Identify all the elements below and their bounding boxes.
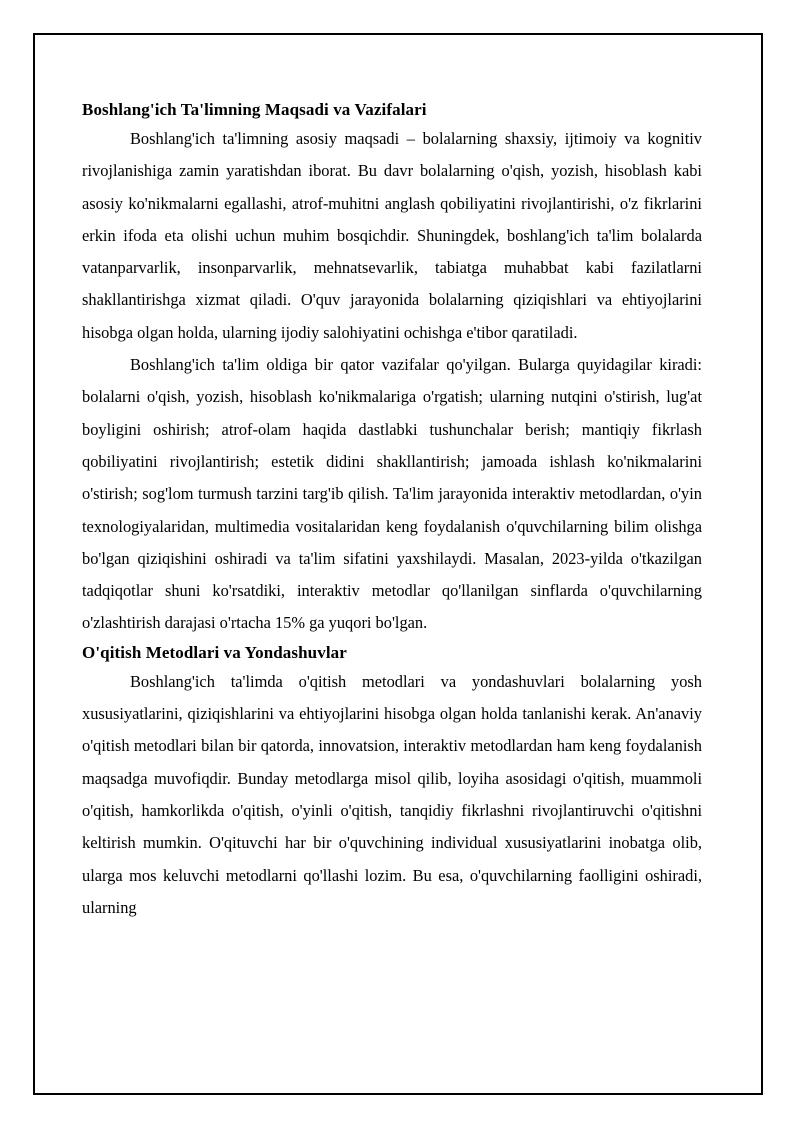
- paragraph-goals-2: Boshlang'ich ta'lim oldiga bir qator vazifalar qo'yilgan. Bularga quyidagilar kiradi: bolalarni o'qish, yozish, hisoblash ko'nikmalariga o'rgatish; ularning nutqini o'stirish, lug'at boyligini oshirish; atrof-olam haqida dastlabki tushunchalar berish; mantiqiy fikrlash qobiliyatini rivojlantirish; estetik didini shakllantirish; jamoada ishlash ko'nikmalarini o'stirish; sog'lom turmush tarzini targ'ib qilish. Ta'lim jarayonida interaktiv metodlardan, o'yin texnologiyalaridan, multimedia vositalaridan keng foydalanish o'quvchilarning bilim olishga bo'lgan qiziqishini oshiradi va ta'lim sifatini yaxshilaydi. Masalan, 2023-yilda o'tkazilgan tadqiqotlar shuni ko'rsatdiki, interaktiv metodlar qo'llanilgan sinflarda o'quvchilarning o'zlashtirish darajasi o'rtacha 15% ga yuqori bo'lgan.: [82, 355, 702, 633]
- paragraph-goals-1: Boshlang'ich ta'limning asosiy maqsadi – bolalarning shaxsiy, ijtimoiy va kognitiv rivojlanishiga zamin yaratishdan iborat. Bu davr bolalarning o'qish, yozish, hisoblash kabi asosiy ko'nikmalarni egallashi, atrof-muhitni anglash qobiliyatini rivojlantirishi, o'z fikrlarini erkin ifoda eta olishi uchun muhim bosqichdir. Shuningdek, boshlang'ich ta'lim bolalarda vatanparvarlik, insonparvarlik, mehnatsevarlik, tabiatga muhabbat kabi fazilatlarni shakllantirishga xizmat qiladi. O'quv jarayonida bolalarning qiziqishlari va ehtiyojlarini hisobga olgan holda, ularning ijodiy salohiyatini ochishga e'tibor qaratiladi.: [82, 129, 702, 342]
- section-heading-goals: Boshlang'ich Ta'limning Maqsadi va Vazifalari: [82, 100, 427, 119]
- paragraph-methods-1: Boshlang'ich ta'limda o'qitish metodlari va yondashuvlari bolalarning yosh xususiyatlarini, qiziqishlarini va ehtiyojlarini hisobga olgan holda tanlanishi kerak. An'anaviy o'qitish metodlari bilan bir qatorda, innovatsion, interaktiv metodlardan ham keng foydalanish maqsadga muvofiqdir. Bunday metodlarga misol qilib, loyiha asosidagi o'qitish, muammoli o'qitish, hamkorlikda o'qitish, o'yinli o'qitish, tanqidiy fikrlashni rivojlantiruvchi o'qitishni keltirish mumkin. O'qituvchi har bir o'quvchining individual xususiyatlarini inobatga olib, ularga mos keluvchi metodlarni qo'llashi lozim. Bu esa, o'quvchilarning faolligini oshiradi, ularning: [82, 671, 702, 917]
- document-body: [82, 97, 702, 924]
- section-heading-methods: O'qitish Metodlari va Yondashuvlar: [82, 642, 347, 662]
